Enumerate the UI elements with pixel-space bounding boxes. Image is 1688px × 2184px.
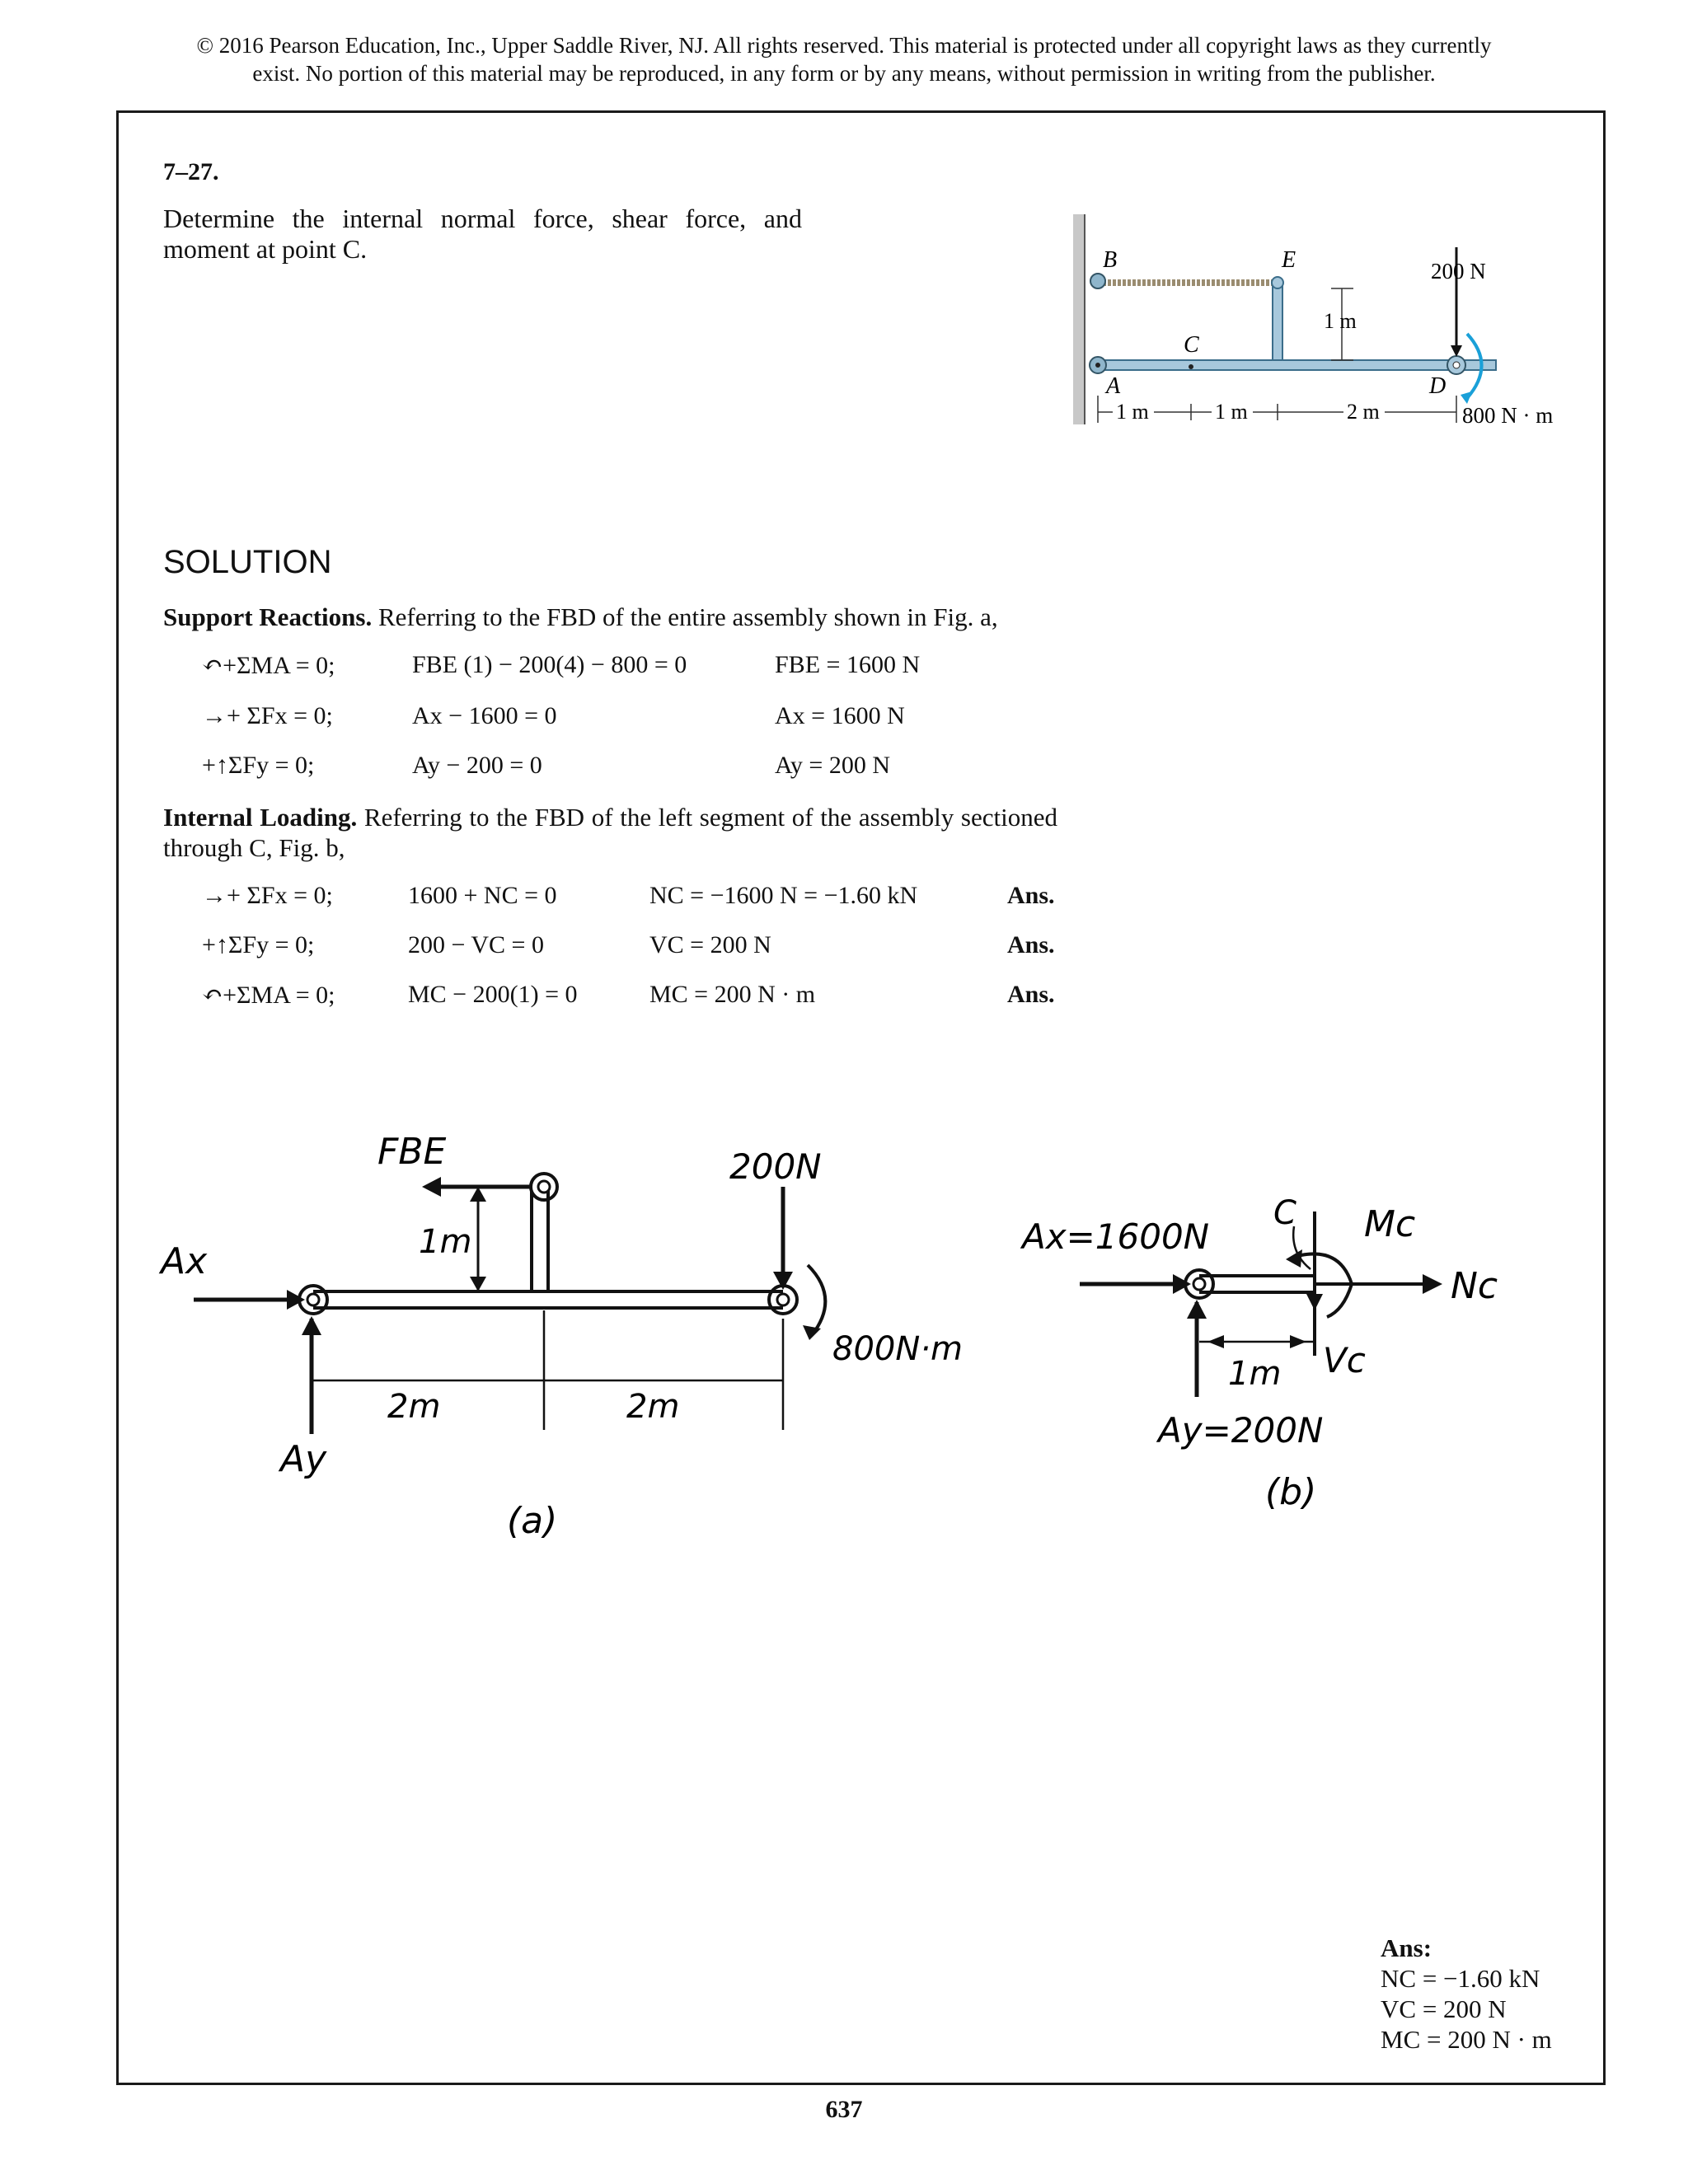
solution-heading: SOLUTION <box>163 544 332 580</box>
fbd-b-ax-label: Ax=1600N <box>1022 1216 1210 1257</box>
wall <box>1073 214 1085 424</box>
internal-eq-2: 200 − VC = 0 <box>408 931 544 958</box>
pin-b <box>1090 274 1105 288</box>
fbd-a-moment-label: 800N·m <box>832 1330 963 1368</box>
copyright-line-2: exist. No portion of this material may be reproduced, in any form or by any means, without permission in writing from the publisher. <box>252 61 1436 86</box>
support-text: Referring to the FBD of the entire assembly shown in Fig. a, <box>372 602 998 631</box>
fbd-a-span1-label: 2m <box>387 1388 441 1426</box>
support-eq-3-result: Ay = 200 N <box>775 752 890 779</box>
label-d: D <box>1429 373 1447 399</box>
internal-eq-3-cond: ↶+ΣMA = 0; <box>202 982 335 1009</box>
answer-heading: Ans: <box>1381 1933 1432 1962</box>
label-c: C <box>1184 332 1199 358</box>
fbd-b-caption: (b) <box>1265 1471 1317 1513</box>
copyright-line-1: © 2016 Pearson Education, Inc., Upper Saddle River, NJ. All rights reserved. This material is protected under all copyright laws as they currently <box>196 33 1492 58</box>
support-eq-1-result: FBE = 1600 N <box>775 651 921 678</box>
dim-seg3: 2 m <box>1347 400 1380 424</box>
internal-eq-1-result: NC = −1600 N = −1.60 kN <box>649 882 918 909</box>
support-eq-1-cond: ↶+ΣMA = 0; <box>202 652 335 679</box>
label-load: 200 N <box>1431 259 1486 284</box>
fbd-b-mc-label: Mc <box>1364 1203 1416 1245</box>
internal-eq-3-result: MC = 200 N · m <box>649 981 816 1008</box>
label-b: B <box>1103 247 1118 273</box>
label-moment: 800 N · m <box>1462 403 1554 428</box>
answer-vc: VC = 200 N <box>1381 1994 1507 2023</box>
fbd-a-pin-e <box>531 1174 557 1200</box>
internal-eq-2-cond: +↑ΣFy = 0; <box>202 931 315 958</box>
problem-figure <box>1063 210 1574 433</box>
fbd-a-caption: (a) <box>507 1500 558 1542</box>
internal-eq-1: 1600 + NC = 0 <box>408 882 557 909</box>
support-eq-2-cond: →+ ΣFx = 0; <box>202 702 333 729</box>
internal-title: Internal Loading. <box>163 803 358 832</box>
fbd-b-nc-label: Nc <box>1451 1265 1498 1307</box>
fbd-a-ay-label: Ay <box>280 1438 327 1480</box>
support-title: Support Reactions. <box>163 602 373 631</box>
fbd-a <box>157 1121 981 1549</box>
internal-eq-1-cond: →+ ΣFx = 0; <box>202 882 333 909</box>
dim-seg1: 1 m <box>1116 400 1149 424</box>
fbd-b-ay-label: Ay=200N <box>1158 1410 1324 1451</box>
internal-eq-2-result: VC = 200 N <box>649 931 771 958</box>
answer-mc: MC = 200 N · m <box>1381 2025 1552 2054</box>
dim-vertical: 1 m <box>1324 309 1357 333</box>
fbd-b-span-label: 1m <box>1228 1355 1282 1393</box>
internal-eq-1-ans: Ans. <box>1007 882 1055 909</box>
fbd-a-fbe-label: FBE <box>377 1131 447 1173</box>
fbd-a-load-label: 200N <box>729 1146 822 1187</box>
support-eq-3-cond: +↑ΣFy = 0; <box>202 752 315 779</box>
beam-ad <box>1098 360 1496 370</box>
support-paragraph <box>163 602 1053 632</box>
internal-eq-2-ans: Ans. <box>1007 931 1055 958</box>
copyright-notice <box>0 31 1688 87</box>
fbd-b-vc-label: Vc <box>1323 1340 1366 1380</box>
support-eq-1: FBE (1) − 200(4) − 800 = 0 <box>412 651 687 678</box>
internal-text: Referring to the FBD of the left segment of the assembly sectioned through C, Fig. b, <box>163 803 1057 862</box>
problem-number: 7–27. <box>163 158 219 185</box>
support-eq-3: Ay − 200 = 0 <box>412 752 542 779</box>
dim-seg2: 1 m <box>1215 400 1248 424</box>
fbd-a-height-label: 1m <box>419 1223 472 1261</box>
label-a: A <box>1106 373 1121 399</box>
answer-nc: NC = −1.60 kN <box>1381 1964 1540 1993</box>
page-number: 637 <box>825 2096 863 2123</box>
problem-statement: Determine the internal normal force, shear force, and moment at point C. <box>163 204 802 264</box>
label-e: E <box>1282 247 1296 273</box>
fbd-a-span2-label: 2m <box>626 1388 680 1426</box>
internal-paragraph <box>163 802 1057 863</box>
answer-box <box>1381 1933 1552 2055</box>
support-eq-2: Ax − 1600 = 0 <box>412 702 557 729</box>
fbd-a-moment-arc <box>808 1265 825 1335</box>
fbd-b-c-label: C <box>1273 1194 1296 1232</box>
internal-eq-3: MC − 200(1) = 0 <box>408 981 578 1008</box>
fbd-a-ax-label: Ax <box>161 1240 208 1282</box>
support-eq-2-result: Ax = 1600 N <box>775 702 905 729</box>
fbd-b <box>1014 1187 1525 1566</box>
internal-eq-3-ans: Ans. <box>1007 981 1055 1008</box>
member-e <box>1273 283 1282 365</box>
point-c <box>1189 364 1193 369</box>
